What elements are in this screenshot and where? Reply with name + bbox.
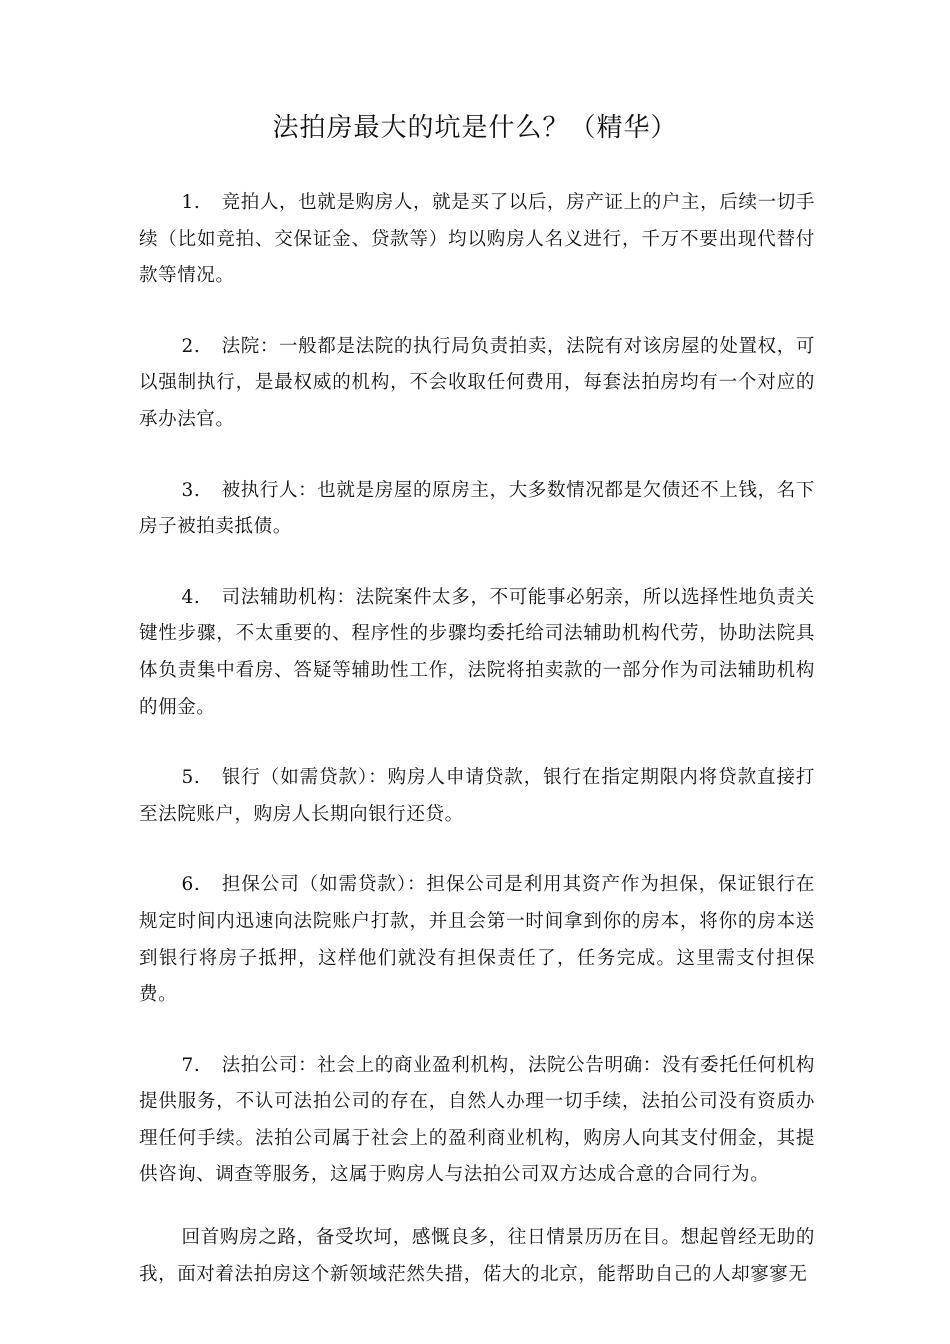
item-number: 6. xyxy=(181,874,201,896)
list-item xyxy=(139,185,815,295)
item-number: 5. xyxy=(181,767,201,789)
item-text: 法院：一般都是法院的执行局负责拍卖，法院有对该房屋的处置权，可以强制执行，是最权威的机构，不会收取任何费用，每套法拍房均有一个对应的承办法官。 xyxy=(139,335,815,430)
item-number: 3. xyxy=(181,479,201,501)
item-number: 2. xyxy=(181,335,201,357)
closing-paragraph: 回首购房之路，备受坎坷，感慨良多，往日情景历历在目。想起曾经无助的我，面对着法拍房这个新领域茫然失措，偌大的北京，能帮助自己的人却寥寥无 xyxy=(139,1227,815,1285)
list-item xyxy=(139,329,815,439)
item-text: 担保公司（如需贷款）：担保公司是利用其资产作为担保，保证银行在规定时间内迅速向法院账户打款，并且会第一时间拿到你的房本，将你的房本送到银行将房子抵押，这样他们就没有担保责任了，任务完成。这里需支付担保费。 xyxy=(139,874,815,1006)
list-item xyxy=(139,473,815,546)
document-body xyxy=(139,185,815,1327)
item-text: 竞拍人，也就是购房人，就是买了以后，房产证上的户主，后续一切手续（比如竞拍、交保证金、贷款等）均以购房人名义进行，千万不要出现代替付款等情况。 xyxy=(139,192,815,287)
item-number: 1. xyxy=(181,192,201,213)
item-number: 4. xyxy=(181,586,201,608)
list-item xyxy=(139,867,815,1013)
item-text: 被执行人：也就是房屋的原房主，大多数情况都是欠债还不上钱，名下房子被拍卖抵债。 xyxy=(139,479,815,538)
list-item xyxy=(139,1048,815,1194)
list-item xyxy=(139,760,815,833)
item-text: 司法辅助机构：法院案件太多，不可能事必躬亲，所以选择性地负责关键性步骤，不太重要的、程序性的步骤均委托给司法辅助机构代劳，协助法院具体负责集中看房、答疑等辅助性工作，法院将拍卖款的一部分作为司法辅助机构的佣金。 xyxy=(139,586,815,718)
item-text: 银行（如需贷款）：购房人申请贷款，银行在指定期限内将贷款直接打至法院账户，购房人长期向银行还贷。 xyxy=(139,767,815,825)
item-text: 法拍公司：社会上的商业盈利机构，法院公告明确：没有委托任何机构提供服务，不认可法拍公司的存在，自然人办理一切手续，法拍公司没有资质办理任何手续。法拍公司属于社会上的盈利商业机构，购房人向其支付佣金，其提供咨询、调查等服务，这属于购房人与法拍公司双方达成合意的合同行为。 xyxy=(139,1054,815,1186)
item-number: 7. xyxy=(181,1054,201,1076)
list-item xyxy=(139,580,815,726)
document-title: 法拍房最大的坑是什么？（精华） xyxy=(272,113,678,143)
